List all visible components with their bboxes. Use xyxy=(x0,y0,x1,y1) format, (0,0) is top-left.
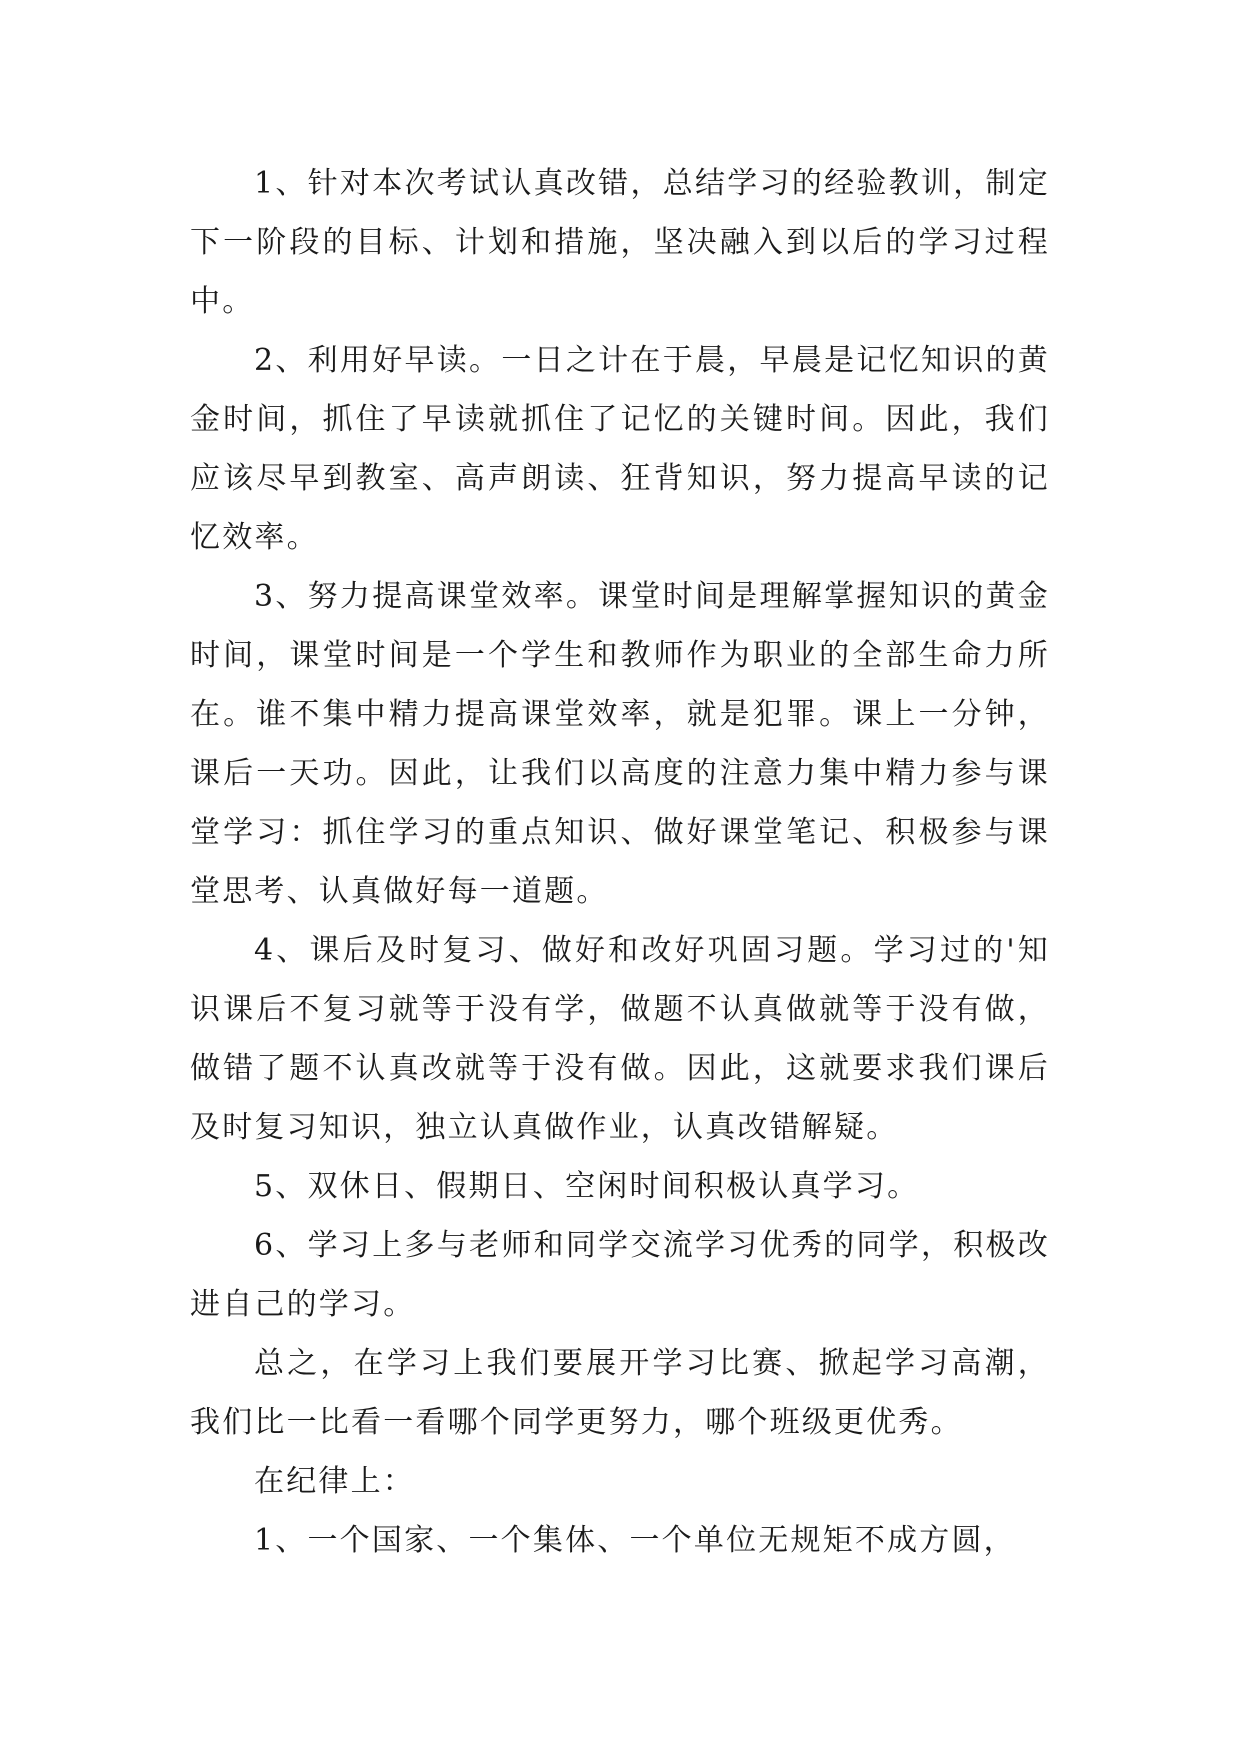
paragraph-study-5: 5、双休日、假期日、空闲时间积极认真学习。 xyxy=(254,1169,920,1204)
paragraph-study-3: 3、努力提高课堂效率。课堂时间是理解掌握知识的黄金时间，课堂时间是一个学生和教师作为职业的全部生命力所在。谁不集中精力提高课堂效率，就是犯罪。课上一分钟，课后一天功。因此，让我们以高度的注意力集中精力参与课堂学习：抓住学习的重点知识、做好课堂笔记、积极参与课堂思考、认真做好每一道题。 xyxy=(190,579,1050,909)
paragraph-study-2: 2、利用好早读。一日之计在于晨，早晨是记忆知识的黄金时间，抓住了早读就抓住了记忆的关键时间。因此，我们应该尽早到教室、高声朗读、狂背知识，努力提高早读的记忆效率。 xyxy=(190,343,1050,555)
paragraph-summary: 总之，在学习上我们要展开学习比赛、掀起学习高潮，我们比一比看一看哪个同学更努力，哪个班级更优秀。 xyxy=(190,1346,1050,1440)
document-body xyxy=(190,154,1050,1570)
paragraph-study-6: 6、学习上多与老师和同学交流学习优秀的同学，积极改进自己的学习。 xyxy=(190,1228,1050,1322)
paragraph-discipline-heading: 在纪律上： xyxy=(254,1464,415,1499)
paragraph-discipline-1: 1、一个国家、一个集体、一个单位无规矩不成方圆， xyxy=(254,1523,1016,1558)
paragraph-study-1: 1、针对本次考试认真改错，总结学习的经验教训，制定下一阶段的目标、计划和措施，坚决融入到以后的学习过程中。 xyxy=(190,166,1050,319)
paragraph-study-4: 4、课后及时复习、做好和改好巩固习题。学习过的'知识课后不复习就等于没有学，做题不认真做就等于没有做，做错了题不认真改就等于没有做。因此，这就要求我们课后及时复习知识，独立认真做作业，认真改错解疑。 xyxy=(190,933,1050,1145)
